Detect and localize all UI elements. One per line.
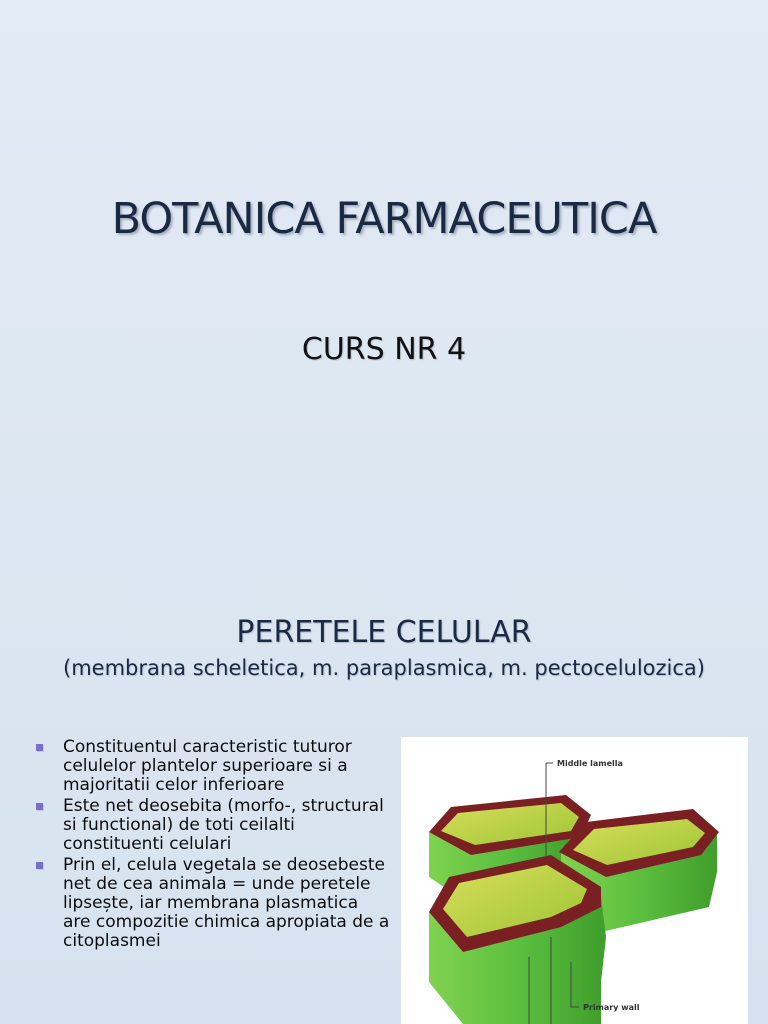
slide-title: BOTANICA FARMACEUTICA	[111, 194, 657, 244]
bullet-text: Este net deosebita (morfo-, structural si functional) de toti ceilalti constituenti celulari	[63, 796, 384, 854]
bullet-text: Constituentul caracteristic tuturor celulelor plantelor superioare si a majoritatii celor inferioare	[63, 737, 352, 795]
bullet-list	[34, 738, 390, 953]
slide-subtitle: CURS NR 4	[301, 332, 467, 367]
section-heading: PERETELE CELULAR	[236, 615, 532, 650]
bullet-square-icon	[36, 744, 43, 751]
bullet-item	[34, 797, 390, 854]
bullet-item	[34, 856, 390, 951]
bullet-item	[34, 738, 390, 795]
cell-wall-diagram	[401, 737, 748, 1024]
primary-wall-label: Primary wall	[583, 1003, 640, 1012]
plant-cell-wall-figure	[401, 737, 748, 1024]
section-subheading: (membrana scheletica, m. paraplasmica, m. pectocelulozica)	[63, 656, 705, 680]
bullet-text: Prin el, celula vegetala se deosebeste net de cea animala = unde peretele lipsește, iar membrana plasmatica are compozitie chimica apropiata de a citoplasmei	[63, 855, 390, 951]
middle-lamella-label: Middle lamella	[557, 759, 623, 768]
bullet-square-icon	[36, 803, 43, 810]
cell-front	[429, 855, 606, 1024]
bullet-square-icon	[36, 862, 43, 869]
